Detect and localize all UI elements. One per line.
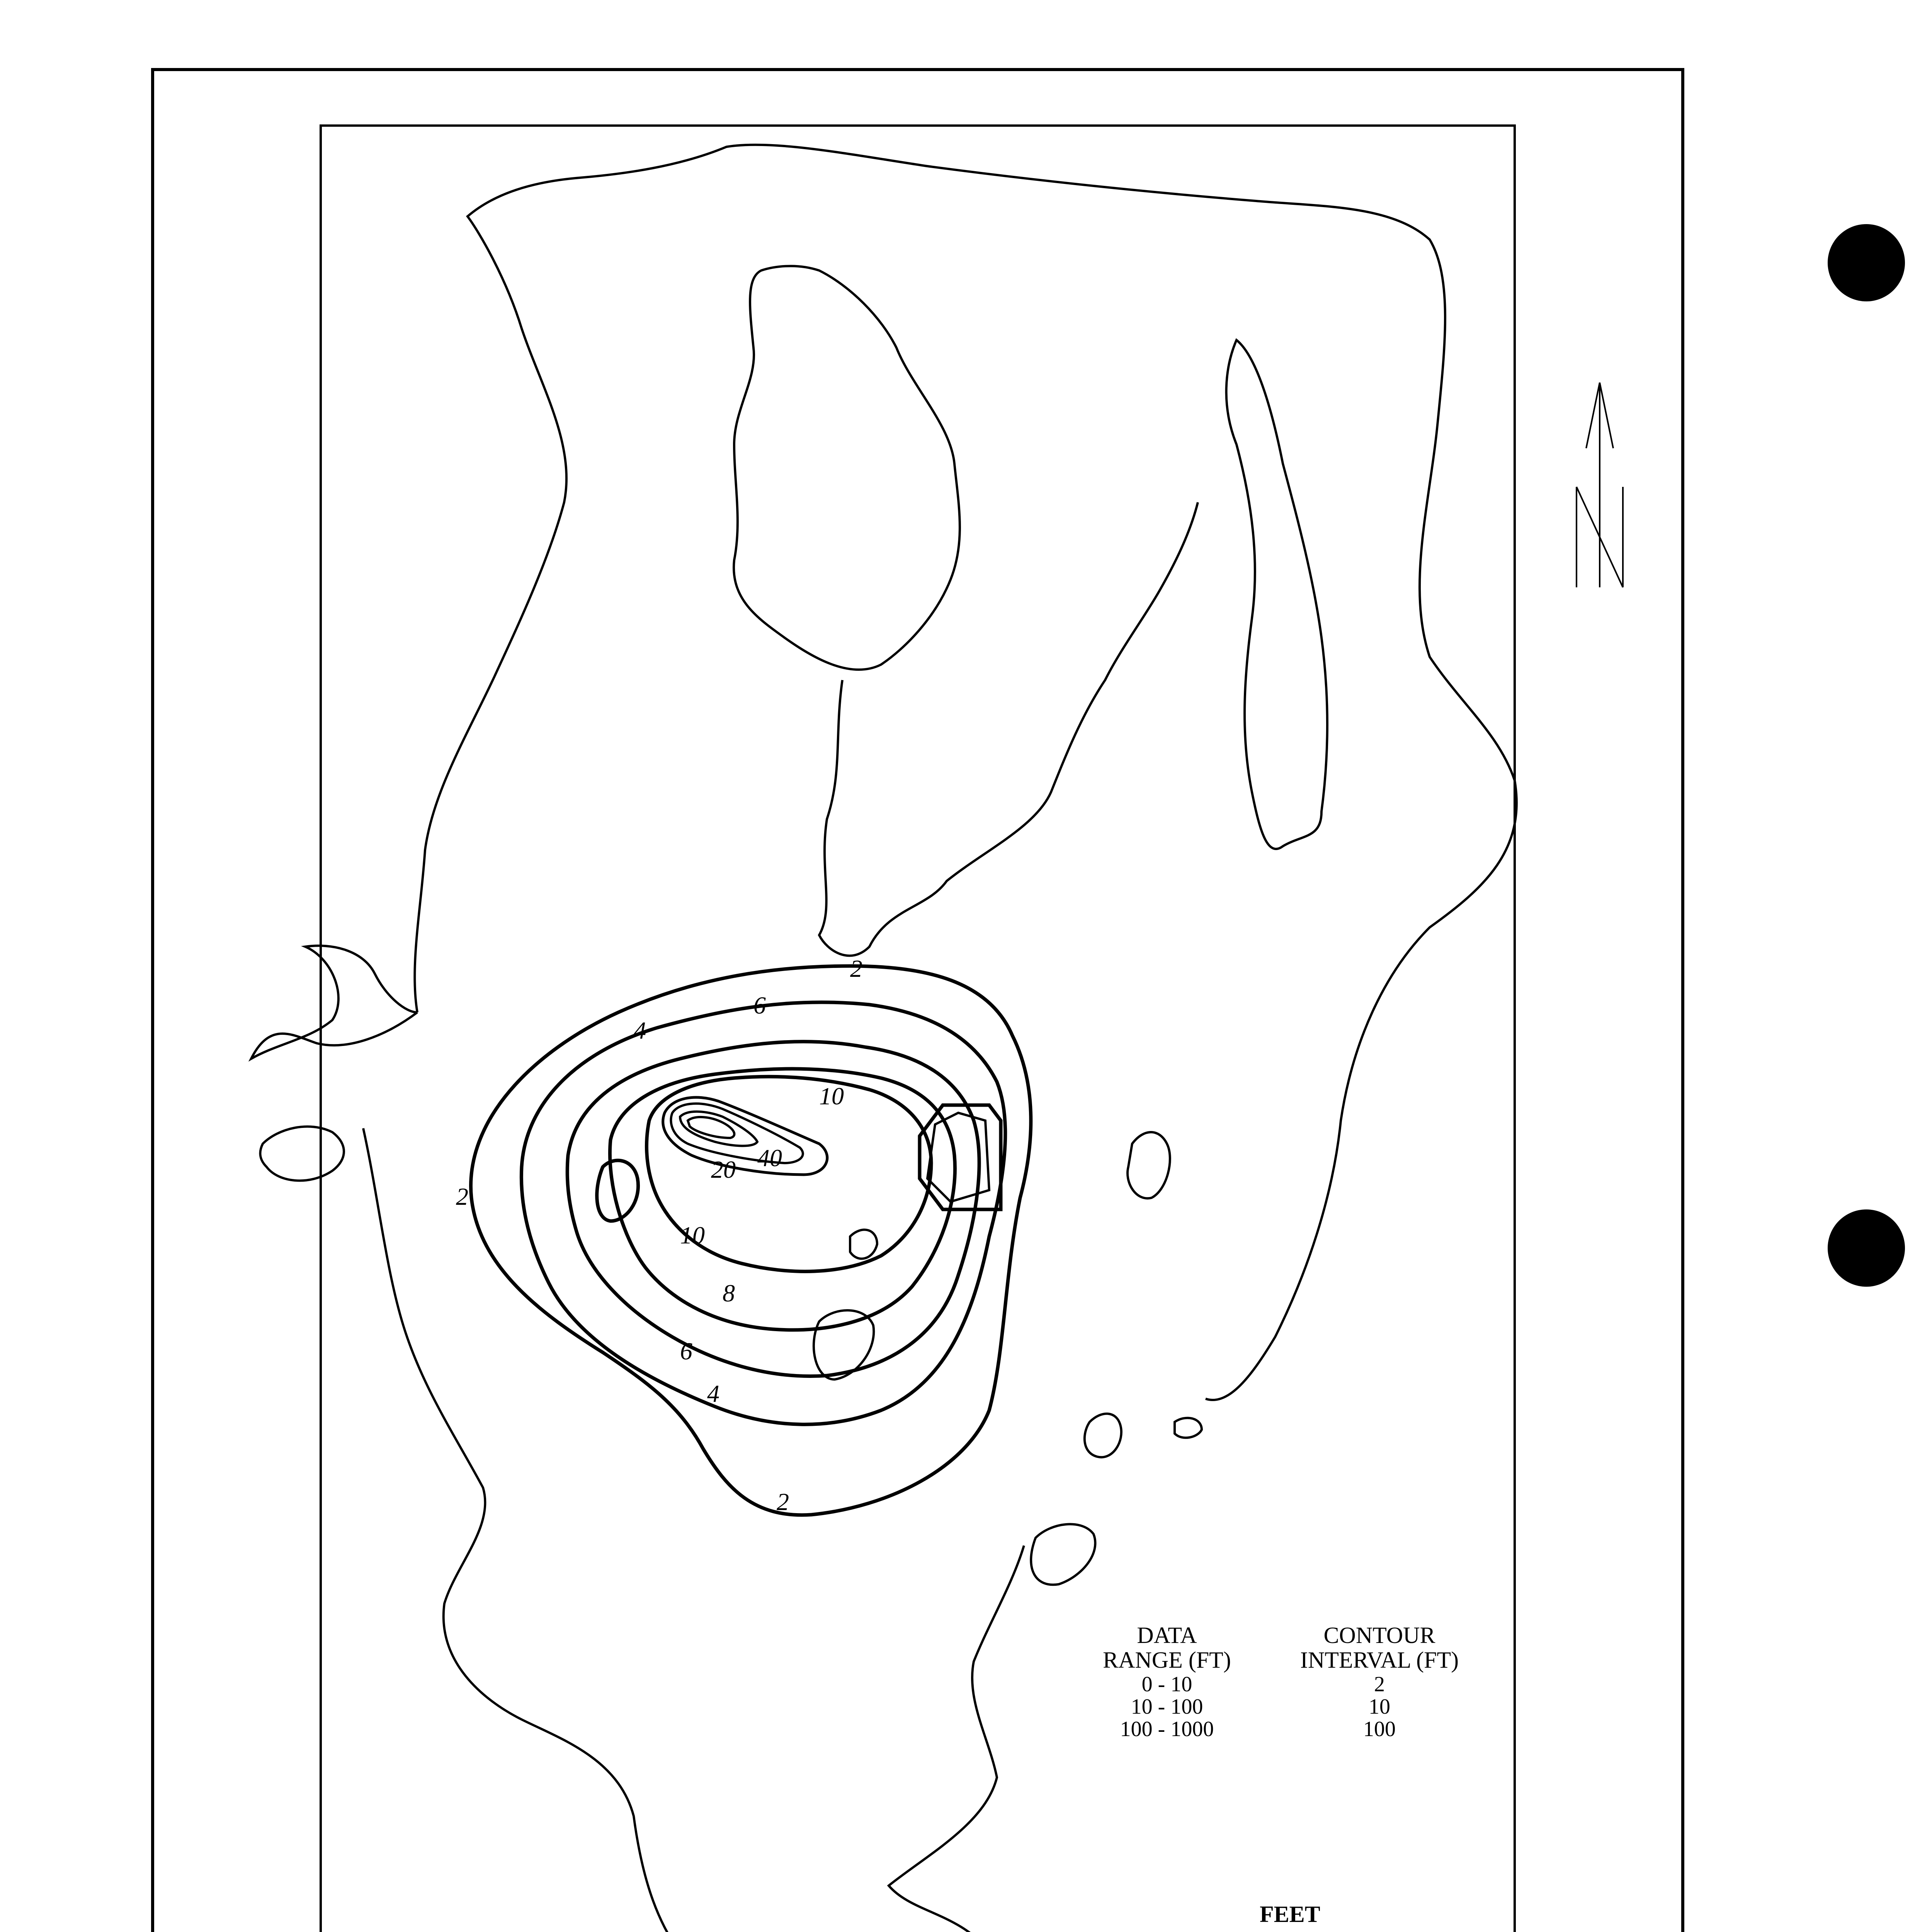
central-river [819,502,1198,956]
contour-label: 2 [456,1183,468,1210]
legend-data-range-header [1090,1623,1244,1672]
contour-label: 8 [723,1279,735,1307]
contour-label: 4 [707,1380,719,1407]
contour-20ft [663,1097,827,1175]
legend-header-line: RANGE (FT) [1103,1647,1231,1673]
east-island-2 [1085,1414,1121,1458]
contour-label: 2 [777,1488,789,1515]
north-arrow [1577,383,1623,587]
scale-bar-label: FEET [1260,1901,1320,1927]
contour-2ft [471,966,1031,1515]
contour-label: 40 [757,1144,782,1172]
western-shoreline [251,946,417,1059]
contour-4ft [521,1002,1005,1425]
legend-interval-values [1291,1673,1468,1740]
legend-range: 0 - 10 [1141,1672,1192,1696]
eastern-lake [1226,340,1327,849]
legend-interval: 100 [1363,1717,1396,1741]
legend-header-line: INTERVAL (FT) [1300,1647,1459,1673]
west-island [260,1127,344,1181]
east-island-1 [1128,1132,1170,1198]
contour-label: 20 [711,1156,736,1183]
east-island-3 [1175,1418,1202,1438]
contour-label: 6 [753,992,766,1019]
southeast-island [1031,1524,1095,1585]
legend-header-line: DATA [1137,1622,1197,1648]
contour-label: 10 [819,1082,844,1110]
legend-header-line: CONTOUR [1323,1622,1435,1648]
northern-lake [734,266,960,670]
legend-range: 100 - 1000 [1120,1717,1214,1741]
legend-interval: 2 [1374,1672,1385,1696]
contour-label: 6 [680,1337,692,1365]
legend-range-values [1090,1673,1244,1740]
contour-label: 10 [680,1221,705,1249]
center-pond [850,1230,877,1259]
legend-contour-interval-header [1291,1623,1468,1672]
contour-label: 4 [634,1017,646,1044]
legend-interval: 10 [1369,1695,1390,1719]
contour-label: 2 [850,955,862,982]
legend-range: 10 - 100 [1131,1695,1203,1719]
model-boundary [415,145,1517,1400]
